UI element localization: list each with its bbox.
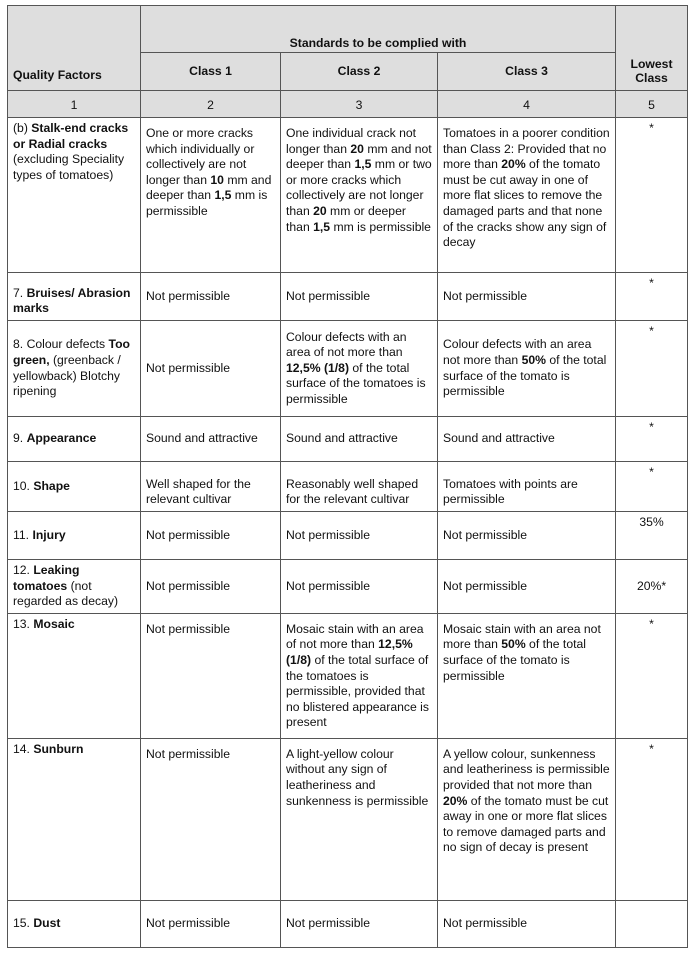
text-segment: One or more cracks which individually or collectively are not longer than	[146, 126, 255, 187]
column-number: 2	[141, 91, 281, 118]
text-segment: mm and deeper than	[146, 172, 272, 203]
lowest-class-value: *	[649, 465, 654, 479]
quality-factor-cell	[8, 417, 141, 462]
text-segment: Tomatoes with points are permissible	[443, 476, 578, 507]
text-segment: Not permissible	[146, 578, 230, 593]
text-segment: mm and not deeper than	[286, 141, 432, 172]
class-2-cell	[281, 417, 438, 462]
quality-factor-number: 11.	[13, 527, 33, 542]
text-segment: Not permissible	[146, 915, 230, 930]
quality-factor-number: 12.	[13, 563, 34, 577]
lowest-class-cell	[616, 118, 688, 273]
bold-value: 20	[313, 203, 327, 218]
header-class-2: Class 2	[281, 53, 438, 91]
class-1-cell	[141, 273, 281, 321]
text-segment: of the total surface of the tomatoes is permissible, provided that no blistered appearance is present	[286, 652, 429, 730]
quality-factor-note: Colour defects	[26, 337, 109, 352]
text-segment: Colour defects with an area not more than	[443, 337, 592, 367]
text-segment: Mosaic stain with an area of not more than	[286, 621, 424, 652]
quality-factor-cell	[8, 462, 141, 512]
class-2-cell	[281, 321, 438, 417]
table-row	[8, 900, 688, 947]
text-segment: Not permissible	[286, 288, 370, 303]
quality-factor-name: Too green,	[13, 337, 130, 367]
lowest-class-cell	[616, 613, 688, 738]
bold-value: 1,5	[313, 219, 331, 234]
class-1-cell	[141, 738, 281, 900]
lowest-class-cell	[616, 273, 688, 321]
text-segment: Not permissible	[146, 621, 230, 636]
class-1-cell	[141, 118, 281, 273]
quality-factor-cell	[8, 613, 141, 738]
quality-factor-cell	[8, 560, 141, 614]
table-row	[8, 462, 688, 512]
header-quality-factors-label: Quality Factors	[13, 68, 102, 83]
table-row	[8, 273, 688, 321]
table-row	[8, 560, 688, 614]
lowest-class-cell	[616, 417, 688, 462]
quality-factor-cell	[8, 738, 141, 900]
class-3-cell	[438, 613, 616, 738]
quality-factor-name: Dust	[33, 915, 61, 930]
text-segment: Not permissible	[443, 915, 527, 930]
text-segment: mm or two or more cracks which collectively are not longer than	[286, 157, 432, 218]
quality-factor-name: Sunburn	[33, 741, 84, 756]
column-number: 1	[8, 91, 141, 118]
header-lowest-class: Lowest Class	[616, 53, 688, 91]
text-segment: Sound and attractive	[443, 431, 555, 446]
text-segment: mm is permissible	[146, 188, 268, 218]
lowest-class-cell	[616, 560, 688, 614]
class-2-cell	[281, 560, 438, 614]
lowest-class-cell	[616, 900, 688, 947]
text-segment: Not permissible	[146, 288, 230, 303]
text-segment: A light-yellow colour without any sign of leatheriness and sunkenness is permissible	[286, 746, 429, 808]
class-3-cell	[438, 417, 616, 462]
table-row	[8, 512, 688, 560]
bold-value: 20%	[443, 793, 468, 808]
text-segment: mm or deeper than	[286, 203, 406, 234]
class-1-cell	[141, 613, 281, 738]
quality-factor-name: Stalk-end cracks or Radial cracks	[13, 121, 129, 151]
lowest-class-value: *	[649, 616, 654, 631]
quality-factor-name: Shape	[33, 478, 70, 493]
text-segment: One individual crack not longer than	[286, 126, 417, 156]
quality-factor-number: 8.	[13, 337, 27, 352]
table-row	[8, 118, 688, 273]
class-1-cell	[141, 560, 281, 614]
quality-factor-number: 7.	[13, 285, 27, 300]
column-number: 4	[438, 91, 616, 118]
class-3-cell	[438, 462, 616, 512]
column-number: 5	[616, 91, 688, 118]
bold-value: 20%	[501, 157, 526, 172]
header-standards: Standards to be complied with	[141, 6, 616, 53]
text-segment: Not permissible	[286, 915, 370, 930]
header-quality-factors	[8, 6, 141, 91]
text-segment: Not permissible	[443, 578, 527, 593]
table-row	[8, 321, 688, 417]
quality-factor-name: Mosaic	[33, 616, 75, 631]
class-1-cell	[141, 900, 281, 947]
class-3-cell	[438, 560, 616, 614]
text-segment: Mosaic stain with an area not more than	[443, 621, 601, 652]
bold-value: 50%	[521, 352, 546, 367]
lowest-class-value: *	[649, 324, 654, 338]
lowest-class-value: 35%	[639, 515, 664, 529]
text-segment: Not permissible	[146, 360, 230, 375]
class-2-cell	[281, 613, 438, 738]
text-segment: of the total surface of the tomatoes is permissible	[286, 360, 426, 406]
quality-factor-cell	[8, 118, 141, 273]
quality-factor-number: (b)	[13, 121, 32, 135]
quality-factor-number: 14.	[13, 741, 34, 756]
text-segment: of the tomato must be cut away in one or more flat slices to remove damaged parts and no sign of decay is present	[443, 793, 609, 855]
quality-factor-cell	[8, 321, 141, 417]
text-segment: mm is permissible	[330, 219, 431, 234]
class-3-cell	[438, 900, 616, 947]
class-3-cell	[438, 321, 616, 417]
quality-factor-name: Injury	[32, 527, 66, 542]
column-number: 3	[281, 91, 438, 118]
header-class-3: Class 3	[438, 53, 616, 91]
bold-value: 10	[210, 172, 224, 187]
bold-value: 50%	[501, 637, 526, 652]
quality-factor-cell	[8, 900, 141, 947]
lowest-class-value: *	[649, 741, 654, 756]
table-row	[8, 613, 688, 738]
text-segment: Well shaped for the relevant cultivar	[146, 476, 251, 507]
text-segment: Not permissible	[286, 527, 370, 542]
text-segment: Sound and attractive	[146, 431, 258, 446]
bold-value: 12,5% (1/8)	[286, 637, 413, 667]
text-segment: A yellow colour, sunkenness and leatheriness is permissible provided that not more than	[443, 746, 610, 792]
quality-factor-number: 9.	[13, 431, 27, 446]
text-segment: of the total surface of the tomato is permissible	[443, 352, 607, 399]
text-segment: of the total surface of the tomato is permissible	[443, 637, 586, 683]
header-class-1: Class 1	[141, 53, 281, 91]
class-1-cell	[141, 321, 281, 417]
text-segment: Not permissible	[146, 527, 230, 542]
standards-table	[7, 5, 688, 948]
lowest-class-cell	[616, 512, 688, 560]
table-row	[8, 417, 688, 462]
lowest-class-cell	[616, 462, 688, 512]
quality-factor-name: Appearance	[26, 431, 97, 446]
column-number-row	[8, 91, 688, 118]
text-segment: Sound and attractive	[286, 431, 398, 446]
text-segment: Reasonably well shaped for the relevant cultivar	[286, 476, 419, 507]
lowest-class-value: *	[649, 420, 654, 434]
quality-factor-cell	[8, 512, 141, 560]
lowest-class-value: *	[649, 276, 654, 290]
quality-factor-number: 15.	[13, 915, 34, 930]
quality-factor-note: (excluding Speciality types of tomatoes)	[13, 152, 125, 182]
lowest-class-value: 20%*	[636, 578, 667, 593]
text-segment: Not permissible	[286, 578, 370, 593]
class-3-cell	[438, 118, 616, 273]
bold-value: 12,5% (1/8)	[286, 360, 350, 375]
quality-factor-number: 10.	[13, 478, 34, 493]
text-segment: Not permissible	[146, 746, 230, 761]
quality-factor-name: Bruises/ Abrasion marks	[13, 285, 131, 316]
class-2-cell	[281, 462, 438, 512]
table-row	[8, 738, 688, 900]
quality-factor-note: (greenback / yellowback) Blotchy ripening	[13, 352, 121, 399]
class-1-cell	[141, 512, 281, 560]
text-segment: of the tomato must be cut away in one of more flat slices to remove the damaged parts and that none of the cracks show any sign of decay	[443, 157, 607, 250]
class-3-cell	[438, 273, 616, 321]
quality-factor-number: 13.	[13, 616, 34, 631]
class-2-cell	[281, 118, 438, 273]
lowest-class-cell	[616, 738, 688, 900]
class-3-cell	[438, 512, 616, 560]
class-3-cell	[438, 738, 616, 900]
class-1-cell	[141, 462, 281, 512]
class-2-cell	[281, 900, 438, 947]
quality-factor-name: Leaking tomatoes	[13, 563, 80, 593]
text-segment: Not permissible	[443, 527, 527, 542]
bold-value: 20	[350, 141, 364, 156]
text-segment: Tomatoes in a poorer condition than Class 2: Provided that no more than	[443, 126, 610, 172]
lowest-class-value: *	[649, 121, 654, 135]
class-2-cell	[281, 512, 438, 560]
quality-factor-cell	[8, 273, 141, 321]
lowest-class-cell	[616, 321, 688, 417]
quality-factor-note: (not regarded as decay)	[13, 578, 119, 609]
class-2-cell	[281, 273, 438, 321]
text-segment: Not permissible	[443, 288, 527, 303]
class-2-cell	[281, 738, 438, 900]
bold-value: 1,5	[354, 157, 372, 172]
class-1-cell	[141, 417, 281, 462]
bold-value: 1,5	[214, 188, 232, 203]
header-blank-cell	[616, 6, 688, 53]
text-segment: Colour defects with an area of not more than	[286, 329, 407, 360]
